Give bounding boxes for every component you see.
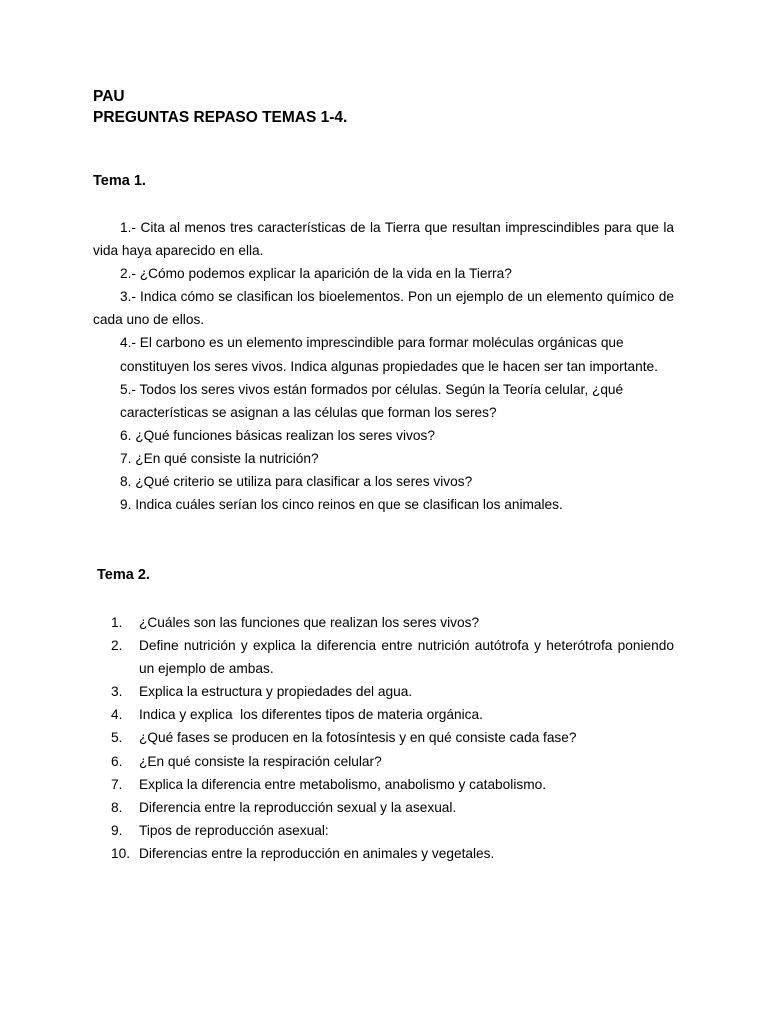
list-item-number: 3. xyxy=(111,684,123,700)
tema1-question-7: 7. ¿En qué consiste la nutrición? xyxy=(120,450,319,466)
list-item-number: 4. xyxy=(111,707,123,723)
list-item-number: 9. xyxy=(111,822,123,838)
list-item-text: ¿Qué fases se producen en la fotosíntesis y en qué consiste cada fase? xyxy=(139,730,577,746)
tema1-question-9: 9. Indica cuáles serían los cinco reinos en que se clasifican los animales. xyxy=(120,497,563,513)
title-line-pau: PAU xyxy=(93,88,125,105)
tema2-questions xyxy=(93,611,674,865)
list-item xyxy=(93,819,674,842)
document-title xyxy=(93,86,347,128)
list-item-text: Indica y explica los diferentes tipos de materia orgánica. xyxy=(139,707,483,723)
tema1-question-1: 1.- Cita al menos tres características de la Tierra que resultan imprescindibles para que la vida haya aparecido en ella. xyxy=(93,220,674,259)
tema1-question-3: 3.- Indica cómo se clasifican los bioelementos. Pon un ejemplo de un elemento químico de cada uno de ellos. xyxy=(93,289,674,328)
tema1-question-4-line2: constituyen los seres vivos. Indica algunas propiedades que le hacen ser tan importante. xyxy=(120,358,658,374)
list-item xyxy=(93,842,674,865)
list-item-number: 7. xyxy=(111,776,123,792)
tema1-question-8: 8. ¿Qué criterio se utiliza para clasificar a los seres vivos? xyxy=(120,474,473,490)
list-item-number: 10. xyxy=(111,845,131,861)
list-item-number: 6. xyxy=(111,753,123,769)
list-item-text: Explica la diferencia entre metabolismo, anabolismo y catabolismo. xyxy=(139,776,547,792)
tema1-question-4-line1: 4.- El carbono es un elemento imprescindible para formar moléculas orgánicas que xyxy=(120,335,624,351)
list-item xyxy=(93,750,674,773)
title-line-preguntas: PREGUNTAS REPASO TEMAS 1-4. xyxy=(93,109,348,126)
list-item-text: ¿Cuáles son las funciones que realizan los seres vivos? xyxy=(139,615,480,630)
list-item-text: Diferencias entre la reproducción en animales y vegetales. xyxy=(139,845,495,861)
tema1-questions xyxy=(93,216,674,516)
list-item-number: 2. xyxy=(111,638,123,654)
list-item-text: Diferencia entre la reproducción sexual y la asexual. xyxy=(139,799,457,815)
tema1-question-5-line1: 5.- Todos los seres vivos están formados por células. Según la Teoría celular, ¿qué xyxy=(120,381,624,397)
list-item-text: Tipos de reproducción asexual: xyxy=(139,822,329,838)
tema1-question-5-line2: características se asignan a las células que forman los seres? xyxy=(120,404,497,420)
list-item xyxy=(93,726,674,749)
list-item-number: 5. xyxy=(111,730,123,746)
list-item xyxy=(93,634,674,680)
tema1-question-2: 2.- ¿Cómo podemos explicar la aparición de la vida en la Tierra? xyxy=(120,266,512,282)
list-item xyxy=(93,680,674,703)
tema1-heading: Tema 1. xyxy=(93,173,146,189)
list-item xyxy=(93,703,674,726)
tema2-heading: Tema 2. xyxy=(97,567,150,583)
list-item xyxy=(93,796,674,819)
list-item-number: 8. xyxy=(111,799,123,815)
list-item-text: ¿En qué consiste la respiración celular? xyxy=(139,753,382,769)
list-item xyxy=(93,611,674,634)
list-item xyxy=(93,773,674,796)
list-item-text: Explica la estructura y propiedades del agua. xyxy=(139,684,413,700)
list-item-text: Define nutrición y explica la diferencia entre nutrición autótrofa y heterótrofa poniendo un ejemplo de ambas. xyxy=(139,638,674,677)
tema1-question-6: 6. ¿Qué funciones básicas realizan los seres vivos? xyxy=(120,427,435,443)
list-item-number: 1. xyxy=(111,615,123,630)
